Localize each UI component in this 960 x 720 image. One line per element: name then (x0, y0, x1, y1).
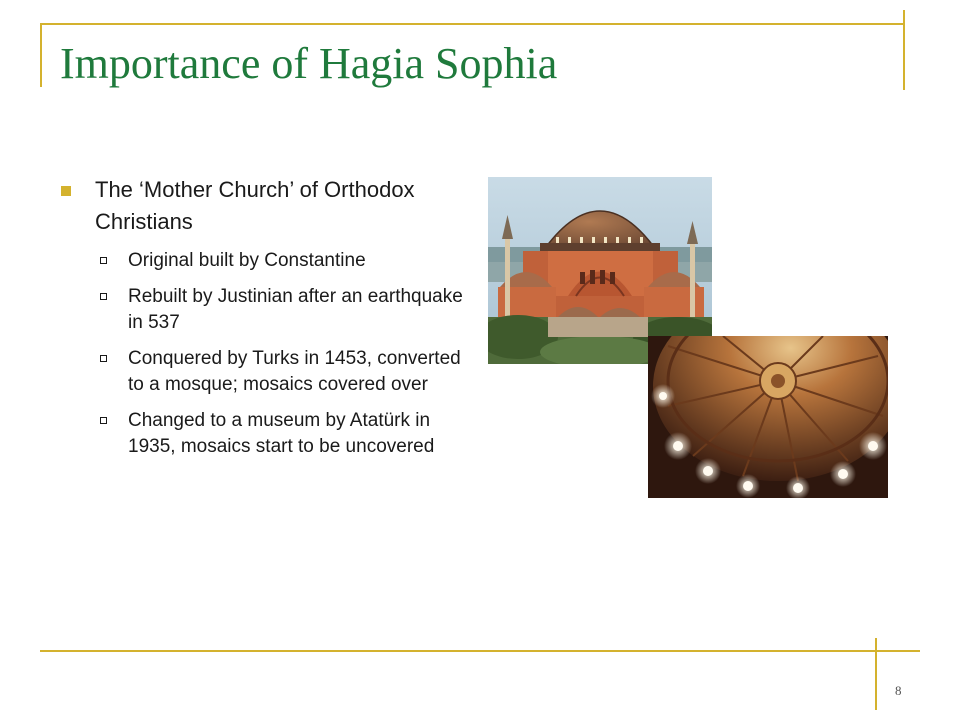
sub-bullet-item (100, 346, 478, 398)
hollow-square-bullet-icon (100, 417, 107, 424)
sub-bullet-text: Changed to a museum by Atatürk in 1935, mosaics start to be uncovered (128, 410, 435, 457)
hollow-square-bullet-icon (100, 293, 107, 300)
sub-bullet-item (100, 284, 478, 336)
frame-bottom-right-rule (875, 638, 877, 710)
bullet-item (58, 174, 478, 238)
frame-bottom-rule (40, 650, 920, 652)
frame-left-rule (40, 23, 42, 87)
sub-bullet-text: Rebuilt by Justinian after an earthquake in 537 (128, 286, 463, 333)
sub-bullet-item (100, 248, 478, 274)
page-number: 8 (895, 683, 902, 698)
square-bullet-icon (61, 186, 71, 196)
slide-title: Importance of Hagia Sophia (60, 39, 558, 88)
sub-bullet-item (100, 408, 478, 460)
hollow-square-bullet-icon (100, 355, 107, 362)
frame-right-rule (903, 10, 905, 90)
hagia-sophia-dome-interior-photo (648, 336, 888, 498)
sub-bullet-text: Conquered by Turks in 1453, converted to a mosque; mosaics covered over (128, 348, 461, 395)
bullet-text: The ‘Mother Church’ of Orthodox Christians (95, 177, 415, 234)
sub-bullet-text: Original built by Constantine (128, 250, 366, 271)
hollow-square-bullet-icon (100, 257, 107, 264)
bullet-list (58, 174, 478, 460)
frame-top-rule (40, 23, 904, 25)
